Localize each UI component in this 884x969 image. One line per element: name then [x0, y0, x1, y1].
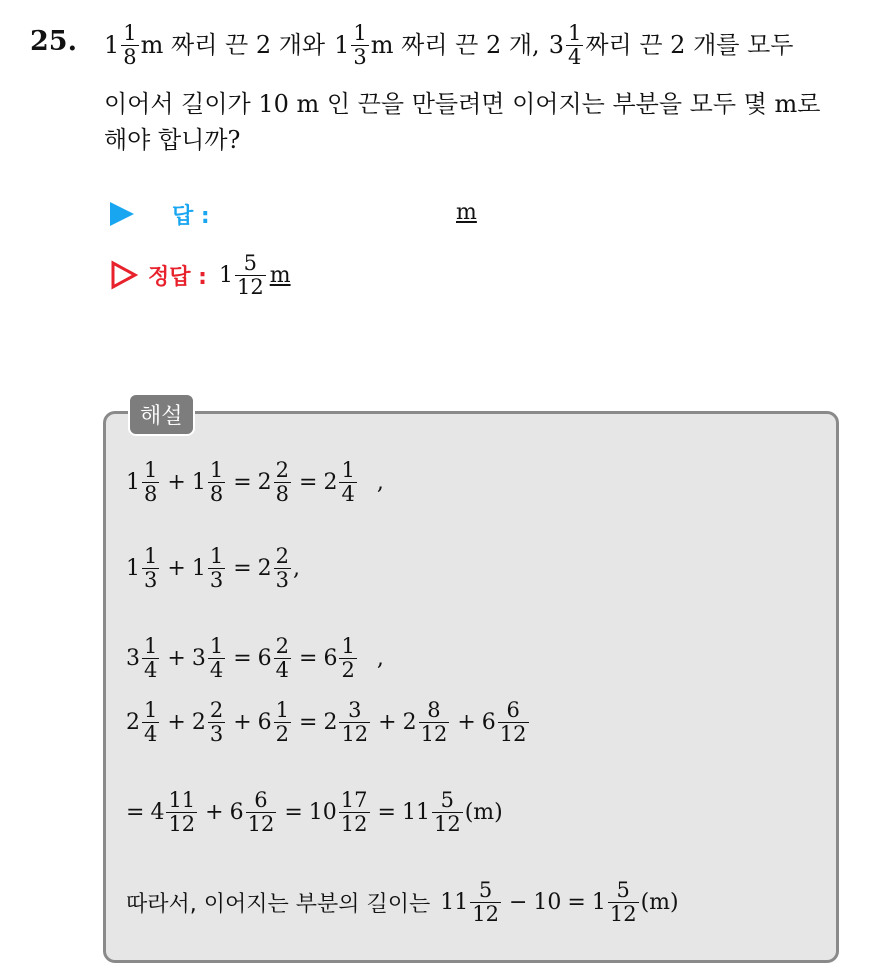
answer-row [110, 196, 210, 232]
correct-answer-row [110, 248, 291, 302]
mixed-whole: 3 [548, 31, 564, 59]
explanation-tag: 해설 [128, 393, 195, 436]
fraction: $\frac{1}{8}$ [123, 21, 137, 69]
question-text: m 짜리 끈 2 개, [370, 31, 540, 59]
question-line-3: 해야 합니까? [104, 126, 241, 154]
question-text: m 짜리 끈 2 개와 [140, 31, 326, 59]
mixed-whole: 1 [104, 31, 120, 59]
correct-answer-label: 정답 : [148, 264, 207, 290]
explanation-conclusion: 따라서, 이어지는 부분의 길이는 11 $\frac{5}{12}$ − 10 = 1 $\frac{5}{12}$ (m) [126, 878, 679, 926]
play-triangle-icon [110, 202, 134, 226]
explanation-equation-5: = 4 $\frac{11}{12}$ + 6 $\frac{6}{12}$ = 10 $\frac{17}{12}$ = 11 $\frac{5}{12}$ (m) [126, 788, 503, 836]
explanation-equation-2: 1 $\frac{1}{3}$ + 1 $\frac{1}{3}$ = 2 $\frac{2}{3}$ , [126, 544, 300, 592]
answer-label: 답 : [172, 203, 210, 229]
outline-triangle-icon [110, 260, 138, 290]
question-text: 짜리 끈 2 개를 모두 [585, 31, 794, 59]
explanation-equation-4: 2 $\frac{1}{4}$ + 2 $\frac{2}{3}$ + 6 $\frac{1}{2}$ = 2 $\frac{3}{12}$ + 2 $\frac{8}{12}$ + 6 $\frac{6}{12}$ [126, 698, 527, 746]
answer-unit: m [456, 200, 477, 225]
explanation-equation-3: 3 $\frac{1}{4}$ + 3 $\frac{1}{4}$ = 6 $\frac{2}{4}$ = 6 $\frac{1}{2}$ , [126, 634, 384, 682]
question-line-1 [104, 14, 793, 76]
mixed-whole: 1 [334, 31, 350, 59]
question-number: 25. [30, 26, 77, 57]
question-line-2: 이어서 길이가 10 m 인 끈을 만들려면 이어지는 부분을 모두 몇 m로 [104, 90, 821, 118]
fraction: $\frac{1}{3}$ [353, 21, 367, 69]
correct-answer-value: 1 $\frac{5}{12}$ m [218, 251, 291, 299]
explanation-equation-1: 1 $\frac{1}{8}$ + 1 $\frac{1}{8}$ = 2 $\frac{2}{8}$ = 2 $\frac{1}{4}$ , [126, 458, 384, 506]
fraction: $\frac{1}{4}$ [567, 21, 582, 69]
